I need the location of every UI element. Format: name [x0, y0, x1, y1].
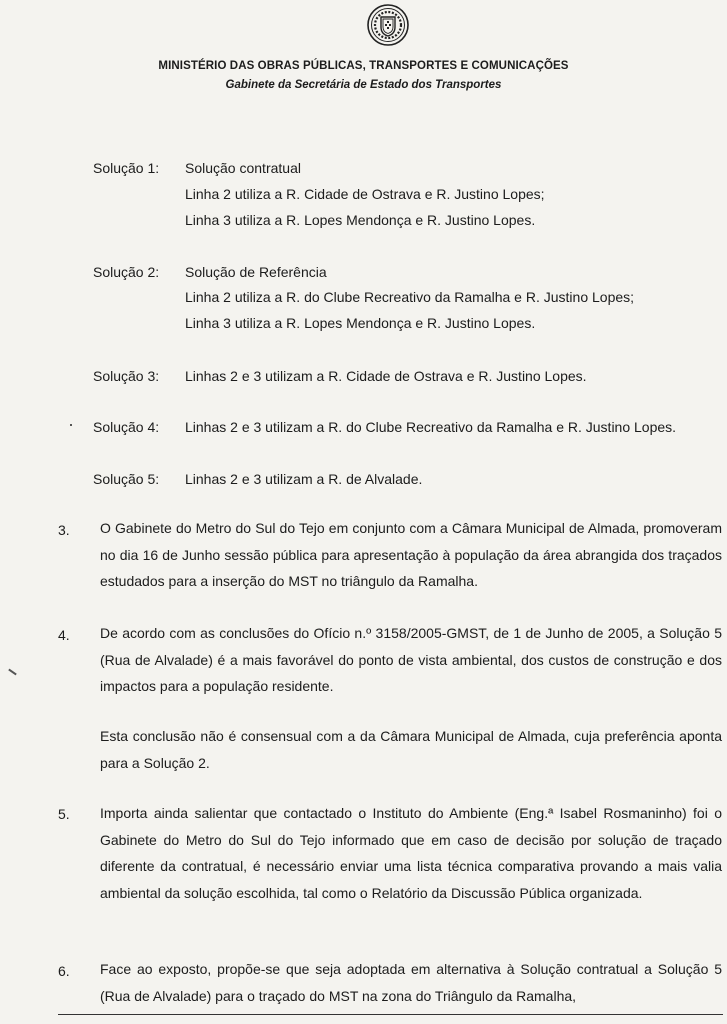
solution-4-label: Solução 4:	[93, 419, 160, 435]
item-6-text: Face ao exposto, propõe-se que seja adoptada em alternativa à Solução contratual a Solução 5 (Rua de Alvalade) para o traçado do MST na zona do Triângulo da Ramalha,	[100, 961, 722, 1004]
solution-4-title: Linhas 2 e 3 utilizam a R. do Clube Recreativo da Ramalha e R. Justino Lopes.	[185, 419, 677, 435]
scan-dot	[70, 424, 72, 426]
scan-mark	[8, 669, 17, 676]
item-3-text: O Gabinete do Metro do Sul do Tejo em conjunto com a Câmara Municipal de Almada, promoveram no dia 16 de Junho sessão pública para apresentação à população da área abrangida dos traçados estudados para a inserção do MST no triângulo da Ramalha.	[100, 520, 722, 590]
ministry-name: MINISTÉRIO DAS OBRAS PÚBLICAS, TRANSPORTES E COMUNICAÇÕES	[158, 60, 569, 72]
item-5-text: Importa ainda salientar que contactado o Instituto do Ambiente (Eng.ª Isabel Rosmaninho) foi o Gabinete do Metro do Sul do Tejo informado que em caso de decisão por solução de traçado diferente da contratual, é necessário enviar uma lista técnica comparativa provando a mais valia ambiental da solução escolhida, tal como o Relatório da Discussão Pública organizada.	[100, 805, 722, 901]
solution-5-label: Solução 5:	[93, 471, 160, 487]
item-4-text: De acordo com as conclusões do Ofício n.º 3158/2005-GMST, de 1 de Junho de 2005, a Solução 5 (Rua de Alvalade) é a mais favorável do ponto de vista ambiental, dos custos de construção e dos impactos para a população residente.	[100, 625, 722, 695]
solution-1-title: Solução contratual	[185, 160, 301, 176]
solution-1-label: Solução 1:	[93, 160, 160, 176]
solution-2-label: Solução 2:	[93, 264, 160, 280]
solution-2-title: Solução de Referência	[185, 264, 327, 280]
solution-5-title: Linhas 2 e 3 utilizam a R. de Alvalade.	[185, 471, 423, 487]
page-bottom-rule	[58, 1014, 723, 1015]
solution-3-title: Linhas 2 e 3 utilizam a R. Cidade de Ostrava e R. Justino Lopes.	[185, 368, 587, 384]
coat-of-arms-icon	[366, 3, 410, 47]
item-4-number: 4.	[58, 627, 70, 643]
solution-2-line-2: Linha 3 utiliza a R. Lopes Mendonça e R. Justino Lopes.	[185, 315, 536, 331]
item-5-number: 5.	[58, 806, 70, 822]
solution-2-line-1: Linha 2 utiliza a R. do Clube Recreativo da Ramalha e R. Justino Lopes;	[185, 289, 635, 305]
cabinet-name: Gabinete da Secretária de Estado dos Transportes	[225, 79, 502, 91]
solution-1-line-1: Linha 2 utiliza a R. Cidade de Ostrava e R. Justino Lopes;	[185, 186, 545, 202]
solution-3-label: Solução 3:	[93, 368, 160, 384]
item-6-number: 6.	[58, 963, 70, 979]
item-4-text-continued: Esta conclusão não é consensual com a da Câmara Municipal de Almada, cuja preferência aponta para a Solução 2.	[100, 728, 722, 771]
solution-1-line-2: Linha 3 utiliza a R. Lopes Mendonça e R. Justino Lopes.	[185, 212, 536, 228]
item-3-number: 3.	[58, 522, 70, 538]
